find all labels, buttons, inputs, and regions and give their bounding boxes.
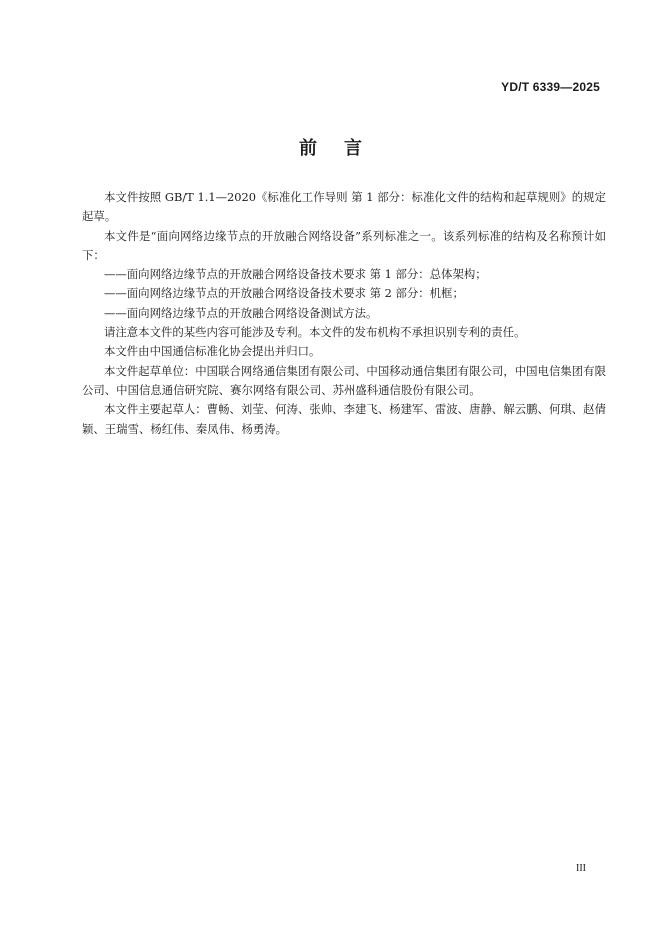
paragraph-drafting-units: 本文件起草单位：中国联合网络通信集团有限公司、中国移动通信集团有限公司，中国电信集团有限公司、中国信息通信研究院、赛尔网络有限公司、苏州盛科通信股份有限公司。 [82, 363, 606, 397]
list-item-part-2: ——面向网络边缘节点的开放融合网络设备技术要求 第 2 部分：机框； [104, 286, 464, 301]
page-number: III [576, 863, 586, 874]
paragraph-proposer: 本文件由中国通信标准化协会提出并归口。 [104, 344, 321, 359]
page-title [0, 134, 662, 160]
standard-code: YD/T 6339—2025 [501, 80, 600, 94]
list-item-test-methods: ——面向网络边缘节点的开放融合网络设备测试方法。 [104, 305, 378, 320]
paragraph-series-intro: 本文件是“面向网络边缘节点的开放融合网络设备”系列标准之一。该系列标准的结构及名称预计如下： [82, 228, 606, 262]
title-part-2: 言 [344, 138, 363, 159]
title-part-1: 前 [299, 138, 318, 159]
document-body [82, 188, 606, 439]
list-item-part-1: ——面向网络边缘节点的开放融合网络设备技术要求 第 1 部分：总体架构； [104, 267, 487, 282]
paragraph-patent-notice: 请注意本文件的某些内容可能涉及专利。本文件的发布机构不承担识别专利的责任。 [104, 325, 526, 340]
paragraph-drafters: 本文件主要起草人：曹畅、刘莹、何涛、张帅、李建飞、杨建军、雷波、唐静、解云鹏、何琪、赵倩颖、王瑞雪、杨红伟、秦凤伟、杨勇涛。 [82, 402, 606, 436]
paragraph-drafting-rules: 本文件按照 GB/T 1.1—2020《标准化工作导则 第 1 部分：标准化文件的结构和起草规则》的规定起草。 [82, 190, 606, 224]
